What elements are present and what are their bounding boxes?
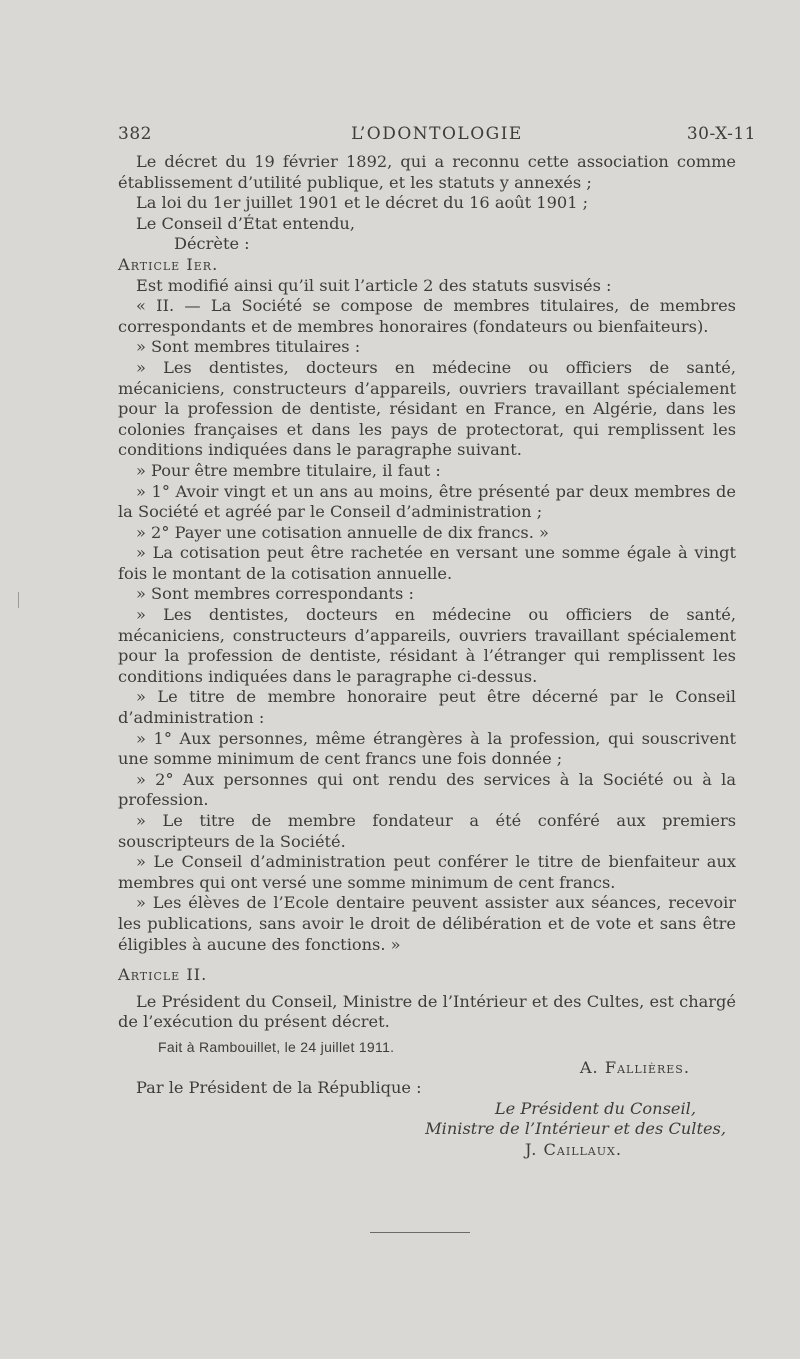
decree-line: Décrète :	[174, 234, 250, 254]
paragraph: » 2° Aux personnes qui ont rendu des services à la Société ou à la profession.	[118, 769, 736, 810]
paragraph: » 1° Aux personnes, même étrangères à la profession, qui souscrivent une somme minimum de cent francs une fois donnée ;	[118, 728, 736, 769]
paragraph: » Le titre de membre fondateur a été conféré aux premiers souscripteurs de la Société.	[118, 811, 736, 851]
margin-mark	[18, 592, 19, 608]
closing-rule	[370, 1232, 470, 1233]
italic-title-line: Ministre de l’Intérieur et des Cultes,	[425, 1119, 726, 1139]
paragraph: » 1° Avoir vingt et un ans au moins, être présenté par deux membres de la Société et agréé par le Conseil d’administration ;	[118, 481, 736, 522]
body-text	[118, 152, 736, 1161]
place-date-line: Fait à Rambouillet, le 24 juillet 1911.	[158, 1038, 395, 1055]
paragraph: » Sont membres titulaires :	[136, 337, 361, 357]
paragraph: Le Conseil d’État entendu,	[136, 213, 355, 233]
signature-caillaux: J. Caillaux.	[525, 1139, 622, 1159]
paragraph: » Le titre de membre honoraire peut être décerné par le Conseil d’administration :	[118, 687, 736, 728]
paragraph: La loi du 1er juillet 1901 et le décret du 16 août 1901 ;	[136, 193, 589, 213]
paragraph: » Sont membres correspondants :	[136, 584, 414, 604]
article-2-heading: Article II.	[118, 965, 208, 985]
paragraph: « II. — La Société se compose de membres titulaires, de membres correspondants et de membres honoraires (fondateurs ou bienfaiteurs).	[118, 296, 736, 336]
paragraph: » 2° Payer une cotisation annuelle de dix francs. »	[136, 522, 549, 542]
paragraph: » Les dentistes, docteurs en médecine ou officiers de santé, mécaniciens, constructeurs d’appareils, ouvriers travaillant spécialement pour la profession de dentiste, résidant à l’étranger qui remplissent les conditions indiquées dans le paragraphe ci-dessus.	[118, 605, 736, 686]
paragraph: » Les dentistes, docteurs en médecine ou officiers de santé, mécaniciens, constructeurs d’appareils, ouvriers travaillant spécialement pour la profession de dentiste, résidant en France, en Algérie, dans les colonies françaises et dans les pays de protectorat, qui remplissent les conditions indiquées dans le paragraphe suivant.	[118, 357, 736, 460]
issue-date: 30-X-11	[686, 124, 756, 144]
journal-title: L’ODONTOLOGIE	[351, 124, 523, 144]
paragraph: » Les élèves de l’Ecole dentaire peuvent assister aux séances, recevoir les publications, sans avoir le droit de délibération et de vote et sans être éligibles à aucune des fonctions. »	[118, 893, 736, 954]
article-1-heading: Article Ier.	[118, 254, 219, 274]
page-number: 382	[118, 124, 152, 144]
running-header	[118, 124, 756, 150]
paragraph: » La cotisation peut être rachetée en versant une somme égale à vingt fois le montant de la cotisation annuelle.	[118, 543, 736, 583]
paragraph: » Le Conseil d’administration peut conférer le titre de bienfaiteur aux membres qui ont versé une somme minimum de cent francs.	[118, 852, 736, 892]
paragraph: Le décret du 19 février 1892, qui a reconnu cette association comme établissement d’utilité publique, et les statuts y annexés ;	[118, 152, 736, 192]
paragraph: Le Président du Conseil, Ministre de l’Intérieur et des Cultes, est chargé de l’exécution du présent décret.	[118, 991, 736, 1032]
paragraph: » Pour être membre titulaire, il faut :	[136, 460, 441, 480]
paragraph: Par le Président de la République :	[136, 1078, 422, 1098]
signature-fallieres: A. Fallières.	[579, 1057, 690, 1077]
italic-title-line: Le Président du Conseil,	[494, 1098, 696, 1118]
paragraph: Est modifié ainsi qu’il suit l’article 2 des statuts susvisés :	[136, 275, 612, 295]
